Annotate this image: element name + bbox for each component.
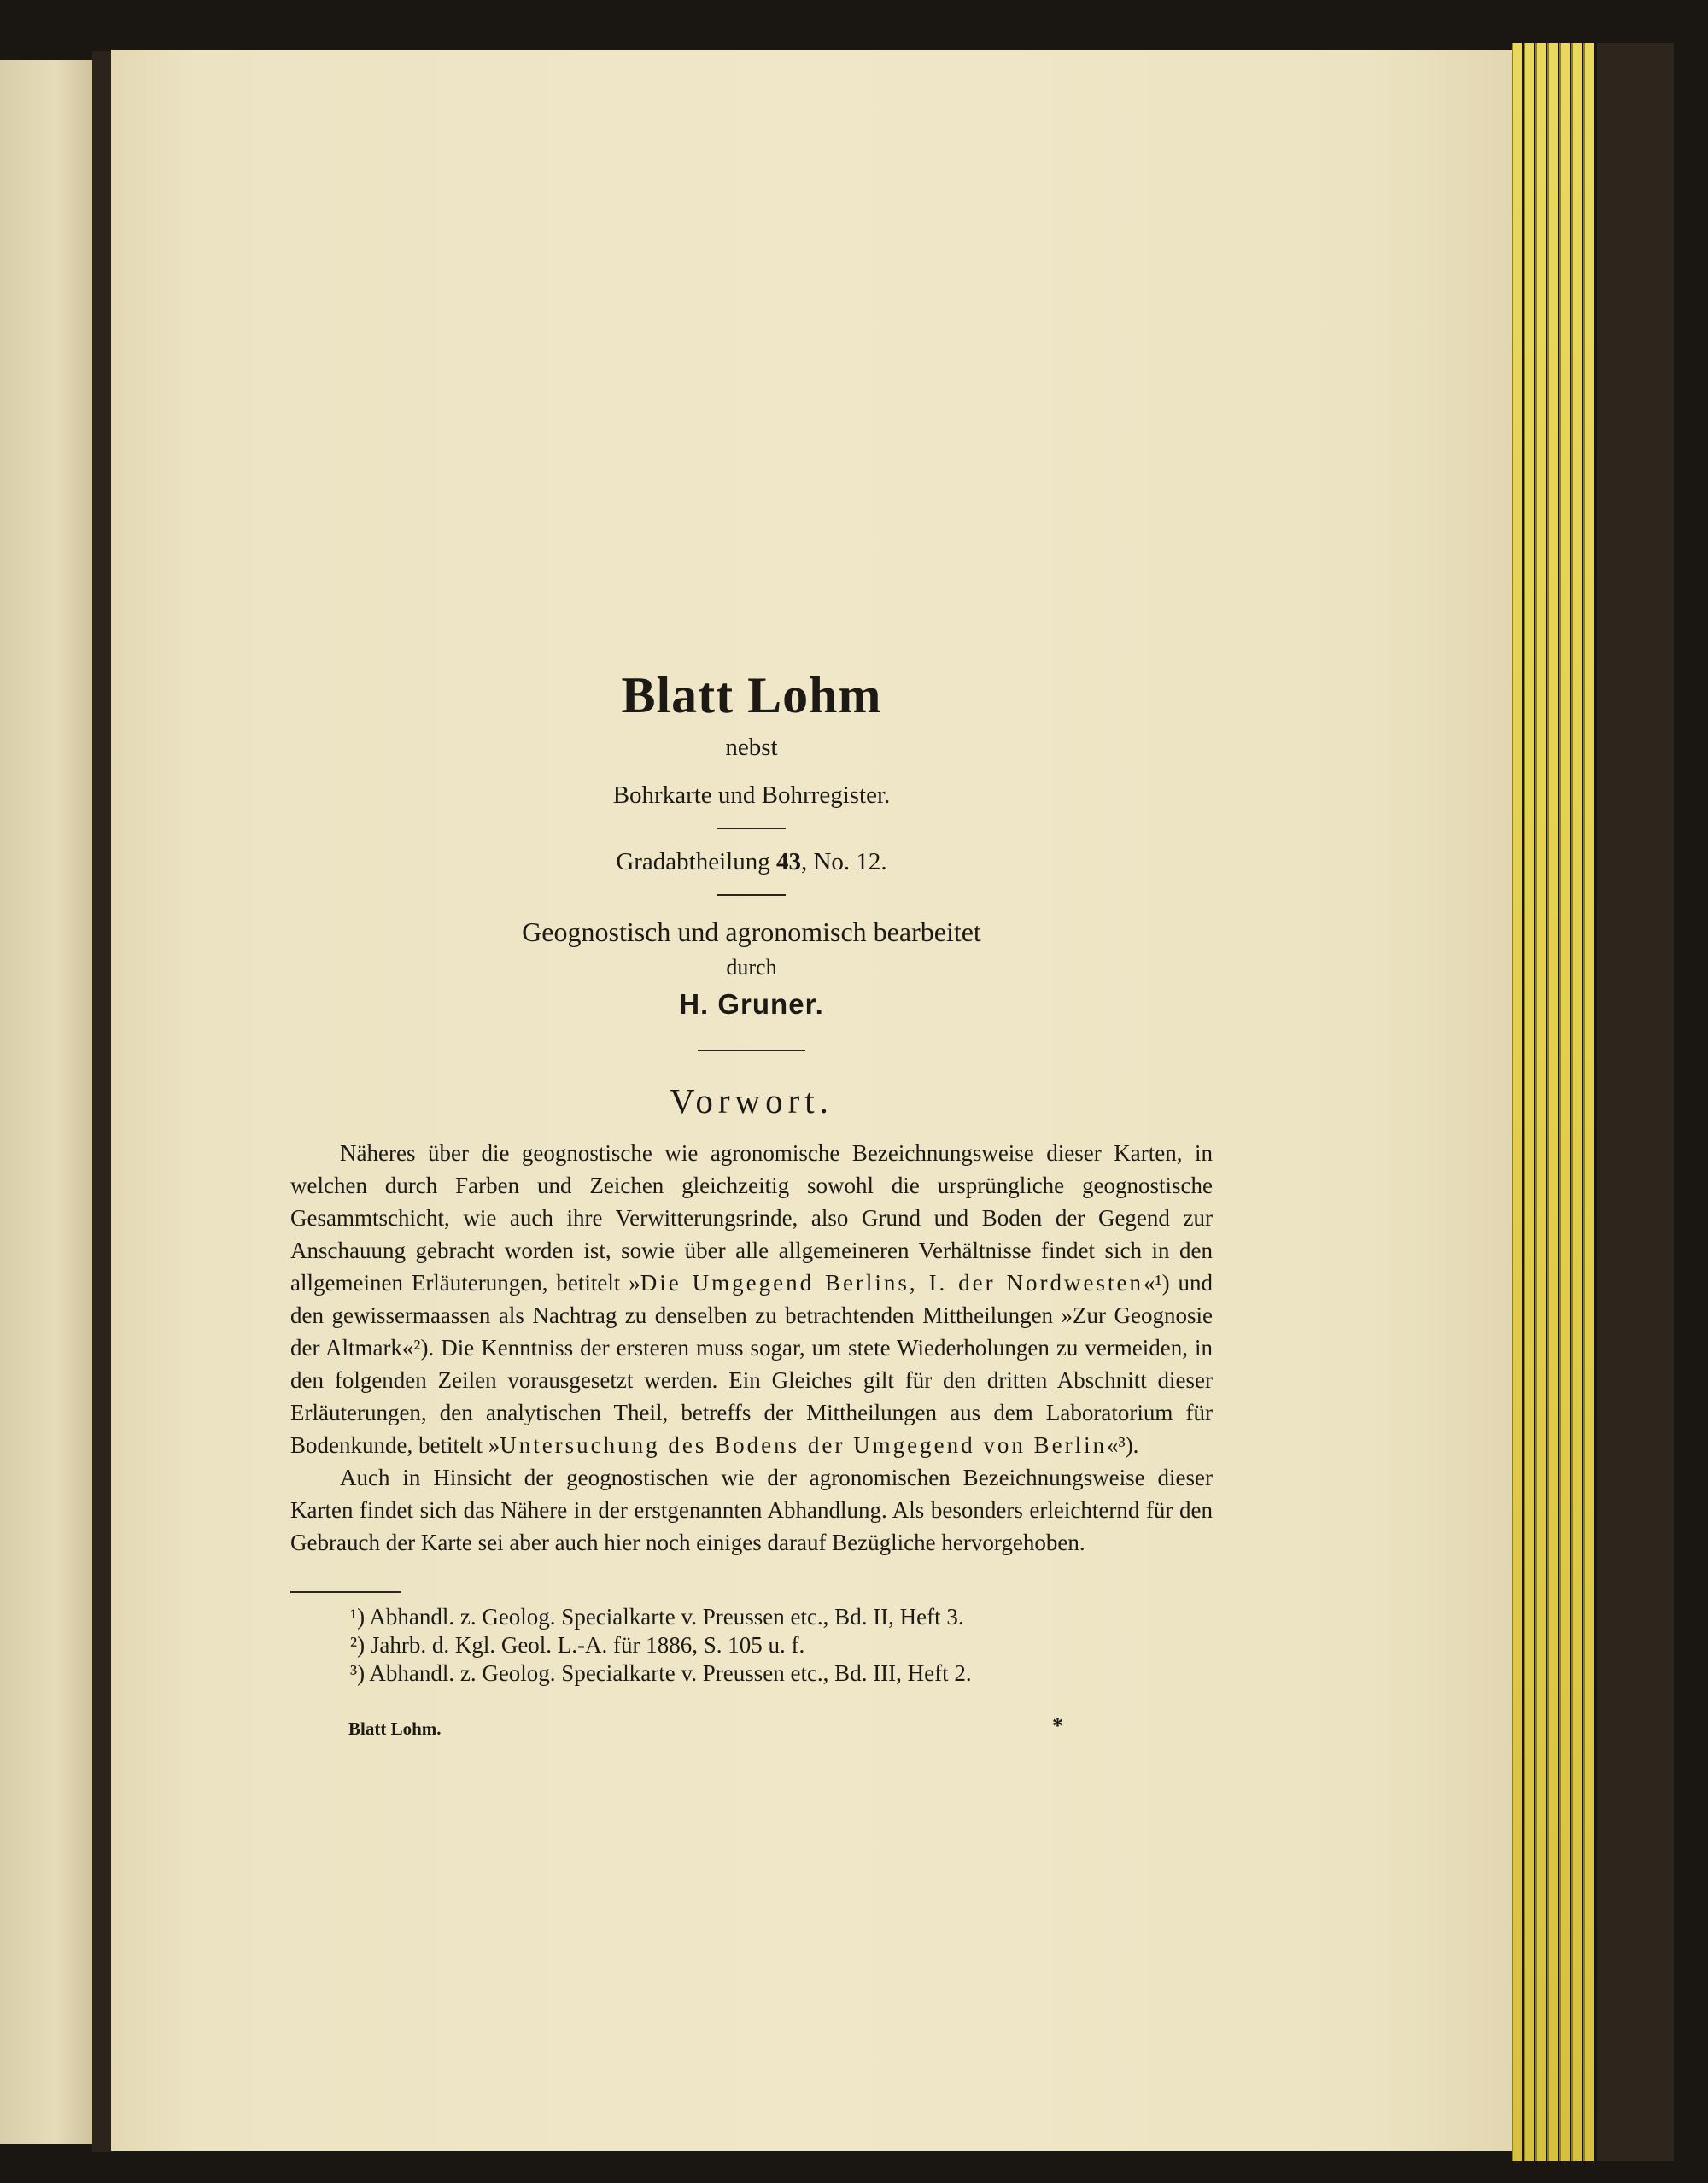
page-edges [1512,43,1682,2161]
footnote: ²) Jahrb. d. Kgl. Geol. L.-A. für 1886, S. 105 u. f. [350,1632,805,1658]
footnote-mark: «³). [1107,1432,1139,1458]
grad-prefix: Gradabtheilung [616,848,776,875]
divider-rule [717,894,786,896]
book-gutter [92,51,113,2152]
reference-title: Die Umgegend Berlins, I. der Nordwesten [640,1270,1144,1296]
paragraph-1 [290,1137,1213,1461]
footnote: ¹) Abhandl. z. Geolog. Specialkarte v. Preussen etc., Bd. II, Heft 3. [350,1604,964,1630]
paragraph-text: und den gewissermaassen als Nachtrag zu denselben zu betrachtenden Mittheilungen »Zur Geognosie der Altmark«²). Die Kenntniss der ersteren muss sogar, um stete Wiederholungen zu vermeiden, in den folgenden Zeilen vorausgesetzt werden. Ein Gleiches gilt für den dritten Abschnitt dieser Erläuterungen, den analytischen Theil, betreffs der Mittheilungen aus dem Laboratorium für Bodenkunde, betitelt » [290,1270,1213,1458]
footnote-rule [290,1591,401,1593]
grad-suffix: , No. 12. [800,848,887,875]
grad-number: 43 [775,848,801,875]
reference-title: Untersuchung des Bodens der Umgegend von Berlin [500,1432,1108,1458]
footnote: ³) Abhandl. z. Geolog. Specialkarte v. Preussen etc., Bd. III, Heft 2. [350,1660,972,1686]
page-title: Blatt Lohm [621,667,882,723]
page-footer [290,1713,1213,1739]
author-name: H. Gruner. [679,988,824,1020]
divider-rule [698,1050,805,1051]
paragraph-text: Näheres über die geognostische wie agronomische Bezeichnungsweise dieser Karten, in welchen durch Farben und Zeichen gleichzeitig sowohl die ursprüngliche geognostische Gesammtschicht, wie auch ihre Verwitterungsrinde, also Grund und Boden der Gegend zur Anschauung gebracht worden ist, sowie über alle allgemeineren Verhältnisse findet sich in den allgemeinen Erläuterungen, betitelt » [290,1140,1213,1296]
page-content [290,632,1213,1739]
sheet-mark: * [1052,1713,1063,1738]
footnote-mark: «¹) [1144,1270,1170,1296]
section-heading: Vorwort. [670,1081,834,1121]
bearbeitet-text: Geognostisch und agronomisch bearbeitet [522,916,981,947]
durch-text: durch [726,955,777,980]
subtitle: Bohrkarte und Bohrregister. [612,781,891,809]
nebst-text: nebst [725,734,778,761]
facing-page-edge [0,60,92,2144]
gradabtheilung-line [290,845,1213,879]
signature-mark: Blatt Lohm. [348,1718,442,1739]
divider-rule [717,828,786,829]
paragraph-2: Auch in Hinsicht der geognostischen wie der agronomischen Bezeichnungsweise dieser Karten findet sich das Nähere in der erstgenannten Abhandlung. Als besonders erleichternd für den Gebrauch der Karte sei aber auch hier noch einiges darauf Bezügliche hervorgehoben. [290,1465,1213,1555]
